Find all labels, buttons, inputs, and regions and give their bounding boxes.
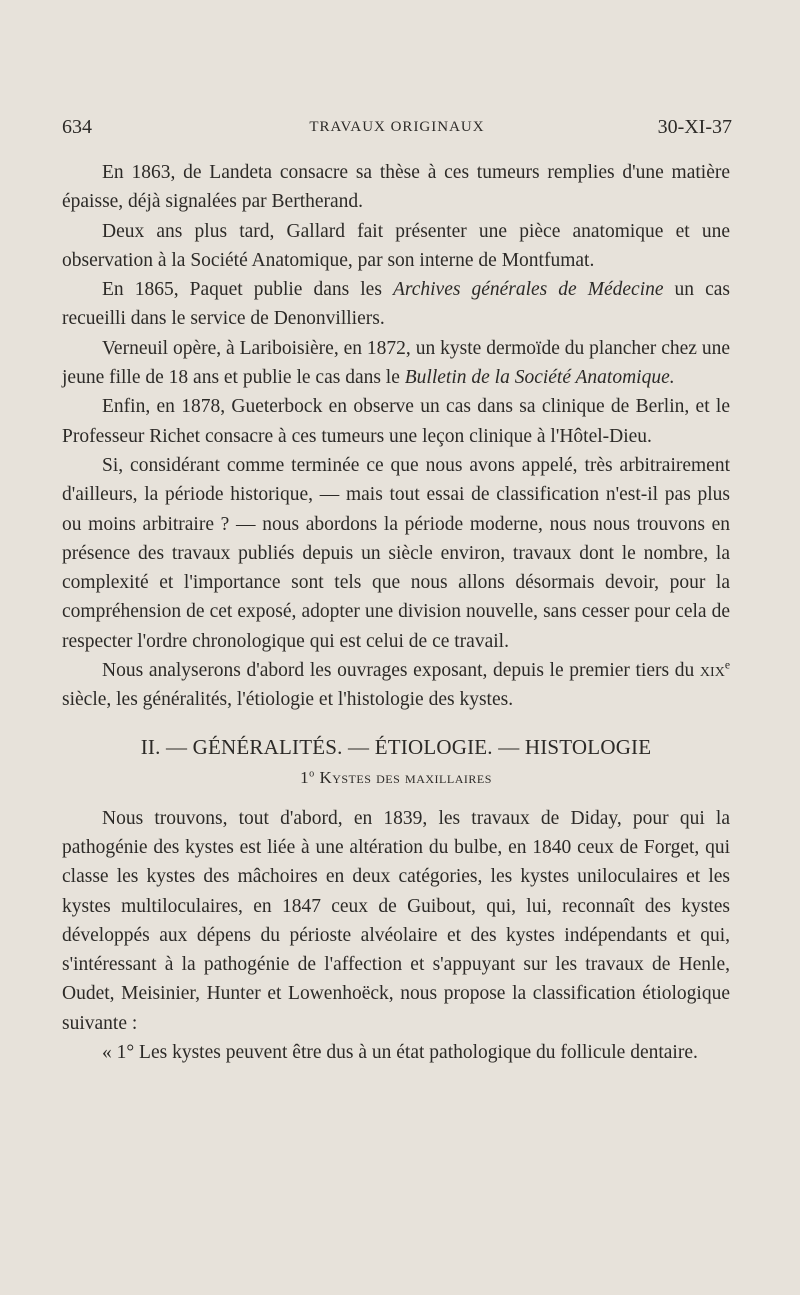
text-run: En 1865, Paquet publie dans les — [102, 279, 393, 301]
superscript: e — [724, 658, 730, 672]
paragraph: Deux ans plus tard, Gallard fait présenter une pièce anatomique et une observation à la Société Anatomique, par son interne de Montfumat. — [62, 220, 730, 271]
text-run: siècle, les généralités, l'étiologie et l'histologie des kystes. — [62, 689, 514, 711]
paragraph: Nous trouvons, tout d'abord, en 1839, les travaux de Diday, pour qui la pathogénie des kystes est liée à une altération du bulbe, en 1840 ceux de Forget, qui classe les kystes des mâchoires en deux catégories, les kystes uniloculaires et les kystes multiloculaires, en 1847 ceux de Guibout, qui, lui, reconnaît des kystes développés aux dépens du périoste alvéolaire et des kystes indépendants et qui, s'intéressant à la pathogénie de l'affection et s'appuyant sur les travaux de Henle, Oudet, Meisinier, Hunter et Lowenhoëck, nous propose la classification étiologique suivante : — [62, 807, 730, 1034]
text-run: Verneuil opère, à Lariboisière, en 1872, un kyste dermoïde du plancher chez une jeune fille de 18 ans et publie le cas dans le — [62, 337, 730, 389]
paragraph — [62, 275, 730, 334]
header-date: 30-XI-37 — [657, 116, 732, 138]
paragraph: Si, considérant comme terminée ce que nous avons appelé, très arbitrairement d'ailleurs, la période historique, — mais tout essai de classification n'est-il pas plus ou moins arbitraire ? — nous abordons la période moderne, nous nous trouvons en présence des travaux publiés depuis un siècle environ, travaux dont le nombre, la complexité et l'importance sont tels que nous allons désormais devoir, pour la compréhension de cet exposé, adopter une division nouvelle, sans cesser pour cela de respecter l'ordre chronologique qui est celui de ce travail. — [62, 454, 730, 652]
text-run: Nous analyserons d'abord les ouvrages exposant, depuis le premier tiers du — [102, 660, 700, 682]
text-run: un cas recueilli dans le service de Denonvilliers. — [62, 279, 730, 330]
section-heading: II. — GÉNÉRALITÉS. — ÉTIOLOGIE. — HISTOLOGIE — [140, 734, 652, 759]
subsection-number: 1 — [300, 767, 310, 787]
paragraph — [62, 656, 730, 715]
subsection-heading — [62, 766, 730, 790]
century-numeral: xix — [699, 660, 725, 682]
body-text — [62, 158, 730, 1067]
journal-title: Archives générales de Médecine — [392, 279, 664, 301]
subsection-title: Kystes des maxillaires — [319, 767, 492, 787]
superscript: o — [309, 767, 315, 779]
paragraph — [62, 334, 730, 393]
paragraph: « 1° Les kystes peuvent être dus à un état pathologique du follicule dentaire. — [102, 1042, 698, 1064]
page-header — [62, 116, 732, 146]
paragraph: En 1863, de Landeta consacre sa thèse à ces tumeurs remplies d'une matière épaisse, déjà signalées par Bertherand. — [62, 162, 730, 213]
page-number: 634 — [62, 116, 92, 138]
journal-title: Bulletin de la Société Anatomique. — [404, 367, 675, 389]
running-title: TRAVAUX ORIGINAUX — [309, 119, 485, 135]
paragraph: Enfin, en 1878, Gueterbock en observe un cas dans sa clinique de Berlin, et le Professeur Richet consacre à ces tumeurs une leçon clinique à l'Hôtel-Dieu. — [62, 396, 730, 447]
